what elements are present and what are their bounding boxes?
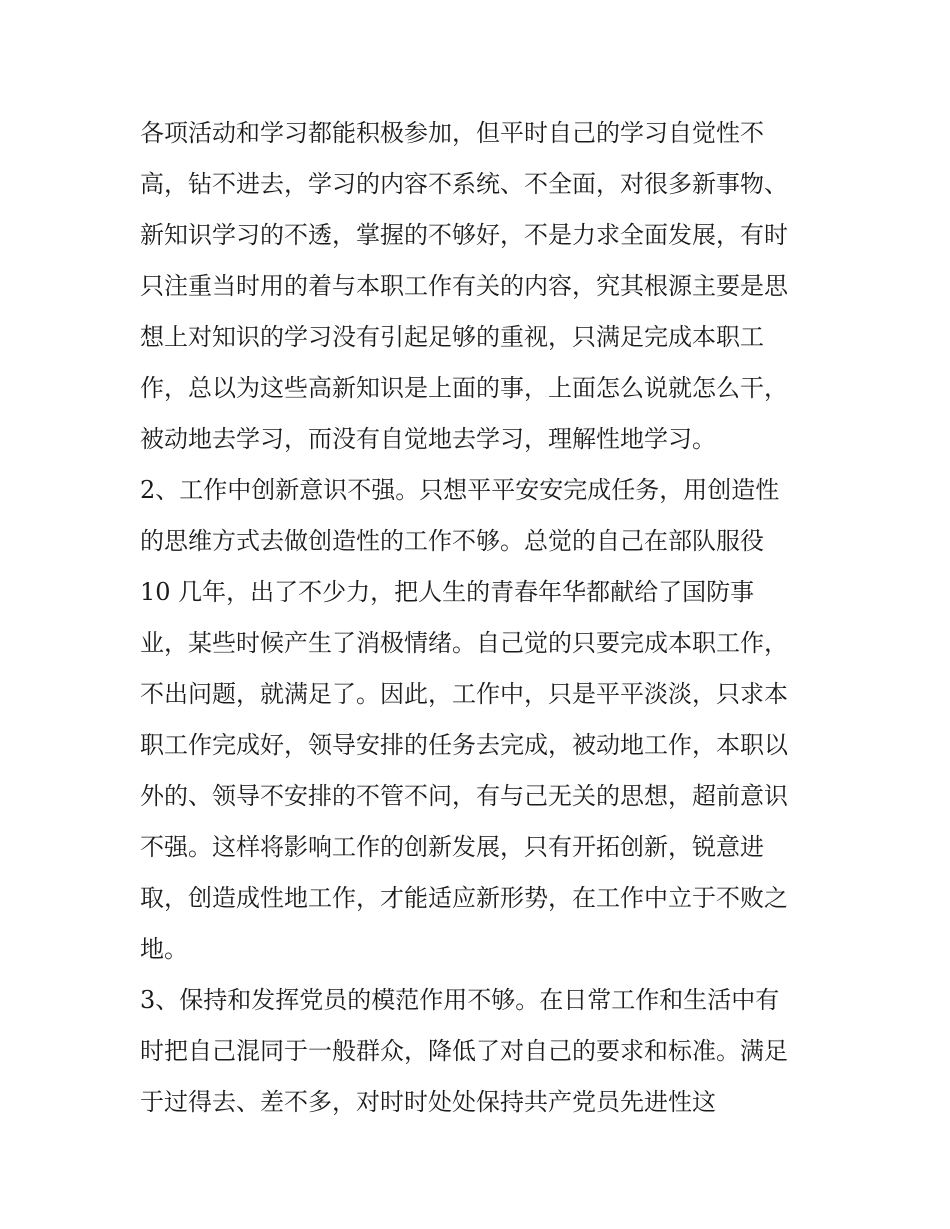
- text-line: 2、工作中创新意识不强。只想平平安安完成任务，用创造性: [140, 476, 780, 504]
- text-line: 职工作完成好，领导安排的任务去完成，被动地工作，本职以: [140, 731, 788, 759]
- text-line: 被动地去学习，而没有自觉地去学习，理解性地学习。: [140, 425, 716, 453]
- text-line: 作，总以为这些高新知识是上面的事，上面怎么说就怎么干，: [140, 374, 788, 402]
- text-line: 高，钻不进去，学习的内容不系统、不全面，对很多新事物、: [140, 170, 788, 198]
- text-line: 时把自己混同于一般群众，降低了对自己的要求和标准。满足: [140, 1037, 788, 1065]
- text-line: 3、保持和发挥党员的模范作用不够。在日常工作和生活中有: [140, 986, 780, 1014]
- text-line: 不出问题，就满足了。因此，工作中，只是平平淡淡，只求本: [140, 680, 788, 708]
- text-line: 外的、领导不安排的不管不问，有与己无关的思想，超前意识: [140, 782, 788, 810]
- text-line: 只注重当时用的着与本职工作有关的内容，究其根源主要是思: [140, 272, 788, 300]
- text-line: 新知识学习的不透，掌握的不够好，不是力求全面发展，有时: [140, 221, 788, 249]
- body-text: [140, 108, 830, 1128]
- text-line: 各项活动和学习都能积极参加，但平时自己的学习自觉性不: [140, 119, 764, 147]
- text-line: 的思维方式去做创造性的工作不够。总觉的自己在部队服役: [140, 527, 764, 555]
- text-line: 取，创造成性地工作，才能适应新形势，在工作中立于不败之: [140, 884, 788, 912]
- text-line: 想上对知识的学习没有引起足够的重视，只满足完成本职工: [140, 323, 764, 351]
- text-line: 地。: [140, 935, 188, 963]
- text-line: 10 几年，出了不少力，把人生的青春年华都献给了国防事: [140, 578, 755, 606]
- text-line: 于过得去、差不多，对时时处处保持共产党员先进性这: [140, 1088, 716, 1116]
- text-line: 业，某些时候产生了消极情绪。自己觉的只要完成本职工作，: [140, 629, 788, 657]
- text-line: 不强。这样将影响工作的创新发展，只有开拓创新，锐意进: [140, 833, 764, 861]
